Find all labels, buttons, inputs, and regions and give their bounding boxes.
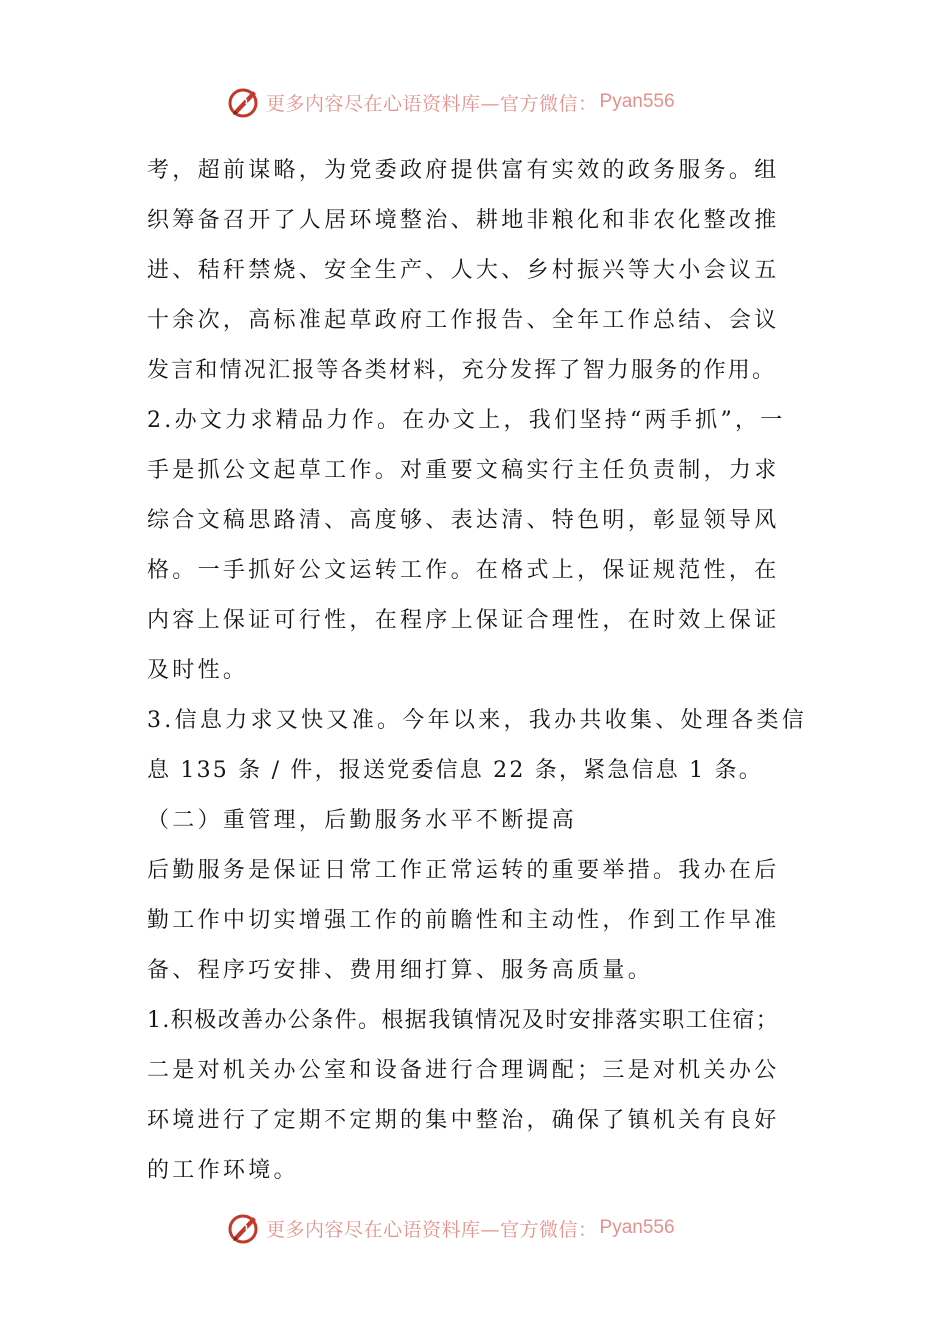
wechat-id: Pyan556: [599, 1217, 675, 1238]
body-line: 2.办文力求精品力作。在办文上，我们坚持“两手抓”，一: [147, 408, 786, 433]
body-line: 备、程序巧安排、费用细打算、服务高质量。: [147, 958, 654, 983]
pen-seal-icon: [226, 1210, 262, 1246]
body-line: 息 135 条 / 件，报送党委信息 22 条，紧急信息 1 条。: [147, 758, 763, 783]
body-line: 1.积极改善办公条件。根据我镇情况及时安排落实职工住宿；: [147, 1008, 780, 1033]
body-line: 及时性。: [147, 658, 249, 683]
body-line: 综合文稿思路清、高度够、表达清、特色明，彰显领导风: [147, 508, 780, 533]
body-line: 环境进行了定期不定期的集中整治，确保了镇机关有良好: [147, 1108, 780, 1133]
body-line: 二是对机关办公室和设备进行合理调配；三是对机关办公: [147, 1058, 780, 1083]
watermark-banner-top: [226, 82, 675, 122]
watermark-text: 更多内容尽在心语资料库—官方微信：: [266, 92, 598, 115]
body-line: 十余次，高标准起草政府工作报告、全年工作总结、会议: [147, 308, 780, 333]
document-body: [147, 146, 812, 1196]
body-line: 织筹备召开了人居环境整治、耕地非粮化和非农化整改推: [147, 208, 780, 233]
body-line: 后勤服务是保证日常工作正常运转的重要举措。我办在后: [147, 858, 780, 883]
body-line: 发言和情况汇报等各类材料，充分发挥了智力服务的作用。: [147, 358, 777, 383]
body-line: 的工作环境。: [147, 1158, 299, 1183]
wechat-id: Pyan556: [599, 91, 675, 112]
body-line: 考，超前谋略，为党委政府提供富有实效的政务服务。组: [147, 158, 780, 183]
watermark-text: 更多内容尽在心语资料库—官方微信：: [266, 1218, 598, 1241]
body-line: 3.信息力求又快又准。今年以来，我办共收集、处理各类信: [147, 708, 808, 733]
body-line: 进、秸秆禁烧、安全生产、人大、乡村振兴等大小会议五: [147, 258, 780, 283]
pen-seal-icon: [226, 84, 262, 120]
body-line: 格。一手抓好公文运转工作。在格式上，保证规范性，在: [147, 558, 780, 583]
body-line: 内容上保证可行性，在程序上保证合理性，在时效上保证: [147, 608, 780, 633]
watermark-banner-bottom: [226, 1208, 675, 1248]
section-heading: （二）重管理，后勤服务水平不断提高: [147, 808, 578, 833]
body-line: 勤工作中切实增强工作的前瞻性和主动性，作到工作早准: [147, 908, 780, 933]
body-line: 手是抓公文起草工作。对重要文稿实行主任负责制，力求: [147, 458, 780, 483]
